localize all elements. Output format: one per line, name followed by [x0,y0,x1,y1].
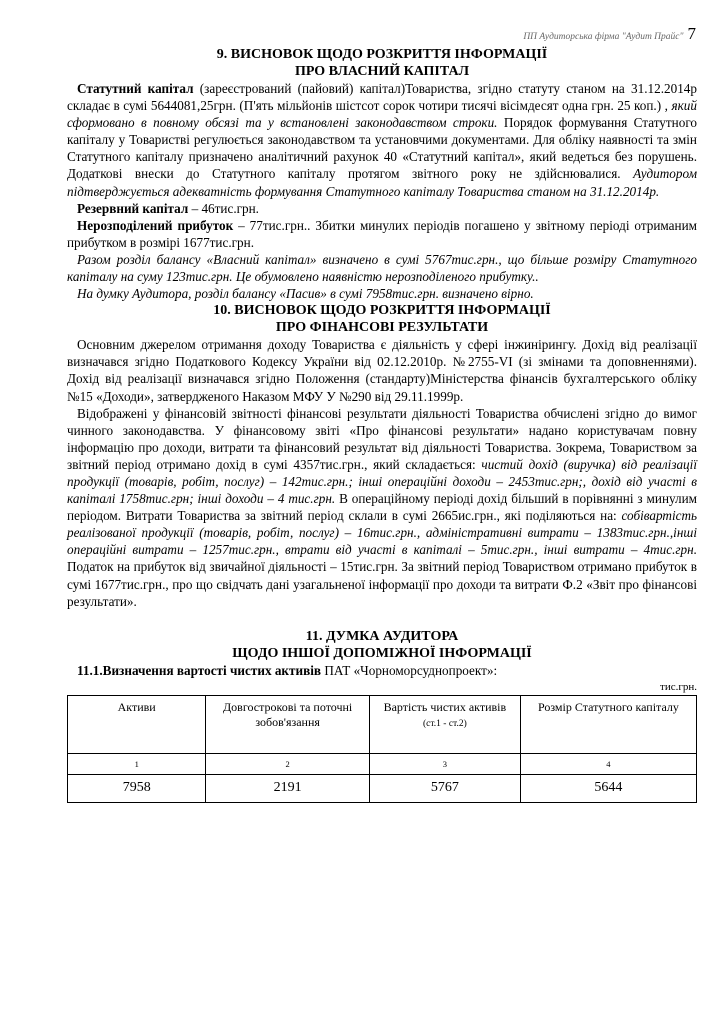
section-11-title-line2: ЩОДО ІНШОЇ ДОПОМІЖНОЇ ІНФОРМАЦІЇ [232,645,532,661]
paragraph-financial-results [67,405,697,610]
header-cell [68,695,206,753]
table-row-column-numbers [68,753,697,774]
section-10-title-line1: 10. ВИСНОВОК ЩОДО РОЗКРИТТЯ ІНФОРМАЦІЇ [213,303,551,319]
page-header [523,24,696,44]
column-number: 4 [520,753,696,774]
value-net-assets: 5767 [369,774,520,802]
italic-text: чистий дохід (виручка) від реалізації продукції (товарів, робіт, послуг) – 142тис.грн.; інші операційні доходи – 2453тис.грн;, дохід від участі в капіталі 1758тис.грн; інші доходи – 4 тис.грн. [67,456,697,507]
section-10-title-line2: ПРО ФІНАНСОВІ РЕЗУЛЬТАТИ [275,320,489,336]
paragraph-income-source: Основним джерелом отримання доходу Товариства є діяльність у сфері інжинірингу. Дохід від реалізації визначався згідно Податкового Кодексу України від 02.12.2010р. №2755-VI (зі змінами та доповненнями). Дохід від реалізації визначався згідно Положення (стандарту)Міністерства фінансів бухгалтерського обліку №15 «Доходи», затвердженого Наказом МФУ У №290 від 29.11.1999р. [67,337,697,404]
value-liabilities: 2191 [206,774,370,802]
text: – 46тис.грн. [188,200,259,216]
firm-name: ПП Аудиторська фірма "Аудит Прайс" [523,32,684,42]
header-cell [206,695,370,753]
term-statutory-capital: Статутний капітал [77,81,194,96]
value-assets: 7958 [68,774,206,802]
page-number: 7 [687,24,696,43]
paragraph-retained-earnings [67,217,697,251]
value-statutory-capital: 5644 [520,774,696,802]
header-label: Вартість чистих активів [383,699,507,714]
table-header-row [68,695,697,753]
text: Відображені у фінансовій звітності фінансові результати діяльності Товариства обчислені згідно до вимог чинного законодавства. У фінансовому звіті «Про фінансові результати» надано користувачам повну інформацію про доходи, витрати та фінансовий результат від діяльності Товариства. Зокрема, Товариством за звітний період отримано дохід в сумі 4357тис.грн., який складається: [67,405,697,472]
header-label: Активи [117,699,156,714]
spacer [67,610,697,628]
italic-text: Аудитором підтверджується адекватність формування Статутного капіталу Товариства станом на 31.12.2014р. [67,166,697,199]
paragraph-reserve-capital [67,200,697,217]
net-assets-table [67,695,697,803]
table-row-values [68,774,697,802]
text: Порядок формування Статутного капіталу у Товаристві регулюється законодавством та установчими документами. Для обліку наявності та змін Статутного капіталу призначено аналітичний рахунок 40 «Статутний капітал», який ведеться без порушень. Додаткові внески до Статутного капіталу протягом звітного року не здійснювалися. [67,115,697,182]
paragraph-auditor-opinion-liabilities: На думку Аудитора, розділ балансу «Пасив» в сумі 7958тис.грн. визначено вірно. [77,286,534,302]
text: Податок на прибуток від звичайної діяльності – 15тис.грн. За звітний період Товариством отримано прибуток в сумі 1677тис.грн., про що свідчать дані узагальненої інформації про доходи та витрати Ф.2 «Звіт про фінансові результати». [67,559,697,609]
paragraph-statutory-capital [67,80,697,200]
section-9-title-line1: 9. ВИСНОВОК ЩОДО РОЗКРИТТЯ ІНФОРМАЦІЇ [216,47,548,62]
paragraph-equity-total: Разом розділ балансу «Власний капітал» визначено в сумі 5767тис.грн., що більше розміру Статутного капіталу на суму 123тис.грн. Це обумовлено наявністю нерозподіленого прибутку.. [67,251,697,285]
text: ПАТ «Чорноморсуднопроект»: [321,662,498,678]
column-number: 2 [206,753,370,774]
unit-label: тис.грн. [660,680,697,693]
italic-text: собівартість реалізованої продукції (товарів, робіт, послуг) – 16тис.грн., адміністративні витрати – 1383тис.грн.,інші операційні витрати – 1257тис.грн., втрати від участі в капіталі – 5тис.грн., інші витрати – 4тис.грн. [67,508,697,558]
header-cell [369,695,520,753]
term-retained-earnings: Нерозподілений прибуток [77,217,234,233]
section-9-title-line2: ПРО ВЛАСНИЙ КАПІТАЛ [294,64,470,79]
text: В операційному періоді дохід більший в порівнянні з минулим періодом. Витрати Товариства за звітний період склали в сумі 2665ис.грн., які поділяються на: [67,491,697,524]
subsection-title: 11.1.Визначення вартості чистих активів [77,662,322,678]
text: (зареєстрований (пайовий) капітал)Товариства, згідно статуту станом на 31.12.2014р складає в сумі 5644081,25грн. (П'ять мільйонів шістсот сорок чотири тисячі вісімдесят одна грн. 25 коп.) , [67,81,697,114]
page-content [67,46,697,803]
header-note: (ст.1 - ст.2) [422,718,467,729]
column-number: 1 [68,753,206,774]
section-11-title-line1: 11. ДУМКА АУДИТОРА [305,628,459,644]
subsection-11-1 [67,662,697,679]
text: – 77тис.грн.. Збитки минулих періодів погашено у звітному періоді отриманим прибутком в розмірі 1677тис.грн. [67,217,697,250]
italic-text: який сформовано в повному обсязі та у встановлені законодавством строки. [67,98,697,131]
header-label: Довгострокові та поточні зобов'язання [223,699,353,729]
column-number: 3 [369,753,520,774]
header-cell [520,695,696,753]
term-reserve-capital: Резервний капітал [77,200,189,216]
header-label: Розмір Статутного капіталу [537,699,679,714]
